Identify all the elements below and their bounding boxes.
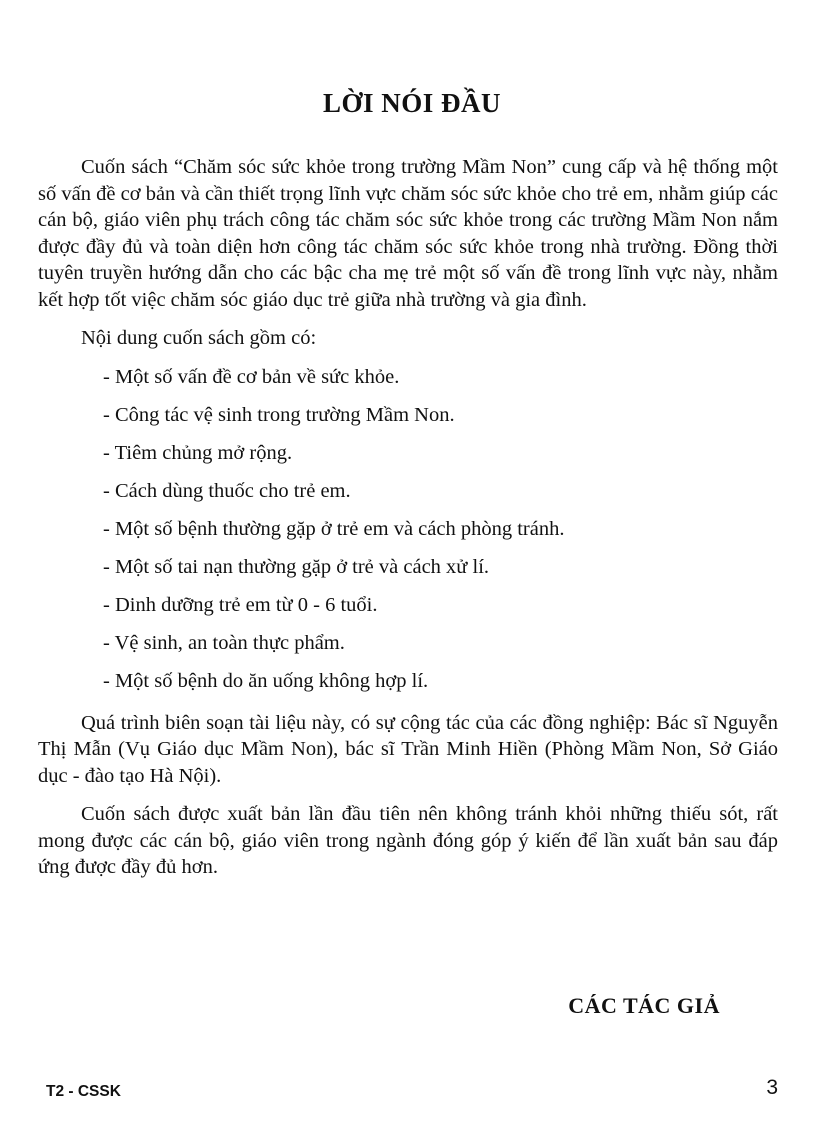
- contents-intro: Nội dung cuốn sách gồm có:: [81, 327, 317, 349]
- closing-paragraph: Cuốn sách được xuất bản lần đầu tiên nên không tránh khỏi những thiếu sót, rất mong được các cán bộ, giáo viên trong ngành đóng góp ý kiến để lần xuất bản sau đáp ứng được đầy đủ hơn.: [38, 803, 778, 878]
- list-item: - Công tác vệ sinh trong trường Mầm Non.: [103, 403, 455, 426]
- page-title: LỜI NÓI ĐẦU: [322, 88, 502, 119]
- author-signature: CÁC TÁC GIẢ: [568, 993, 720, 1018]
- contents-list: [38, 364, 778, 706]
- list-item: - Một số bệnh do ăn uống không hợp lí.: [103, 669, 429, 692]
- list-item: - Vệ sinh, an toàn thực phẩm.: [103, 631, 345, 654]
- list-item: - Tiêm chủng mở rộng.: [103, 441, 293, 464]
- list-item: - Một số bệnh thường gặp ở trẻ em và cách phòng tránh.: [103, 517, 565, 540]
- page-number: 3: [766, 1076, 778, 1099]
- list-item: - Cách dùng thuốc cho trẻ em.: [103, 479, 351, 502]
- list-item: - Một số vấn đề cơ bản về sức khỏe.: [103, 365, 400, 388]
- document-body: [38, 154, 778, 881]
- acknowledgement-paragraph: Quá trình biên soạn tài liệu này, có sự cộng tác của các đồng nghiệp: Bác sĩ Nguyễn Thị Mẫn (Vụ Giáo dục Mầm Non), bác sĩ Trần Minh Hiền (Phòng Mầm Non, Sở Giáo dục - đào tạo Hà Nội).: [38, 711, 778, 787]
- list-item: - Một số tai nạn thường gặp ở trẻ và cách xử lí.: [103, 555, 490, 578]
- list-item: - Dinh dưỡng trẻ em từ 0 - 6 tuổi.: [103, 593, 378, 616]
- footer-book-code: T2 - CSSK: [46, 1083, 121, 1100]
- intro-paragraph: Cuốn sách “Chăm sóc sức khỏe trong trường Mầm Non” cung cấp và hệ thống một số vấn đề cơ bản và cần thiết trọng lĩnh vực chăm sóc sức khỏe cho trẻ em, nhằm giúp các cán bộ, giáo viên phụ trách công tác chăm sóc sức khỏe trong các trường Mầm Non nắm được đầy đủ và toàn diện hơn công tác chăm sóc sức khỏe trong nhà trường. Đồng thời tuyên truyền hướng dẫn cho các bậc cha mẹ trẻ một số vấn đề trong lĩnh vực này, nhằm kết hợp tốt việc chăm sóc giáo dục trẻ giữa nhà trường và gia đình.: [38, 156, 778, 311]
